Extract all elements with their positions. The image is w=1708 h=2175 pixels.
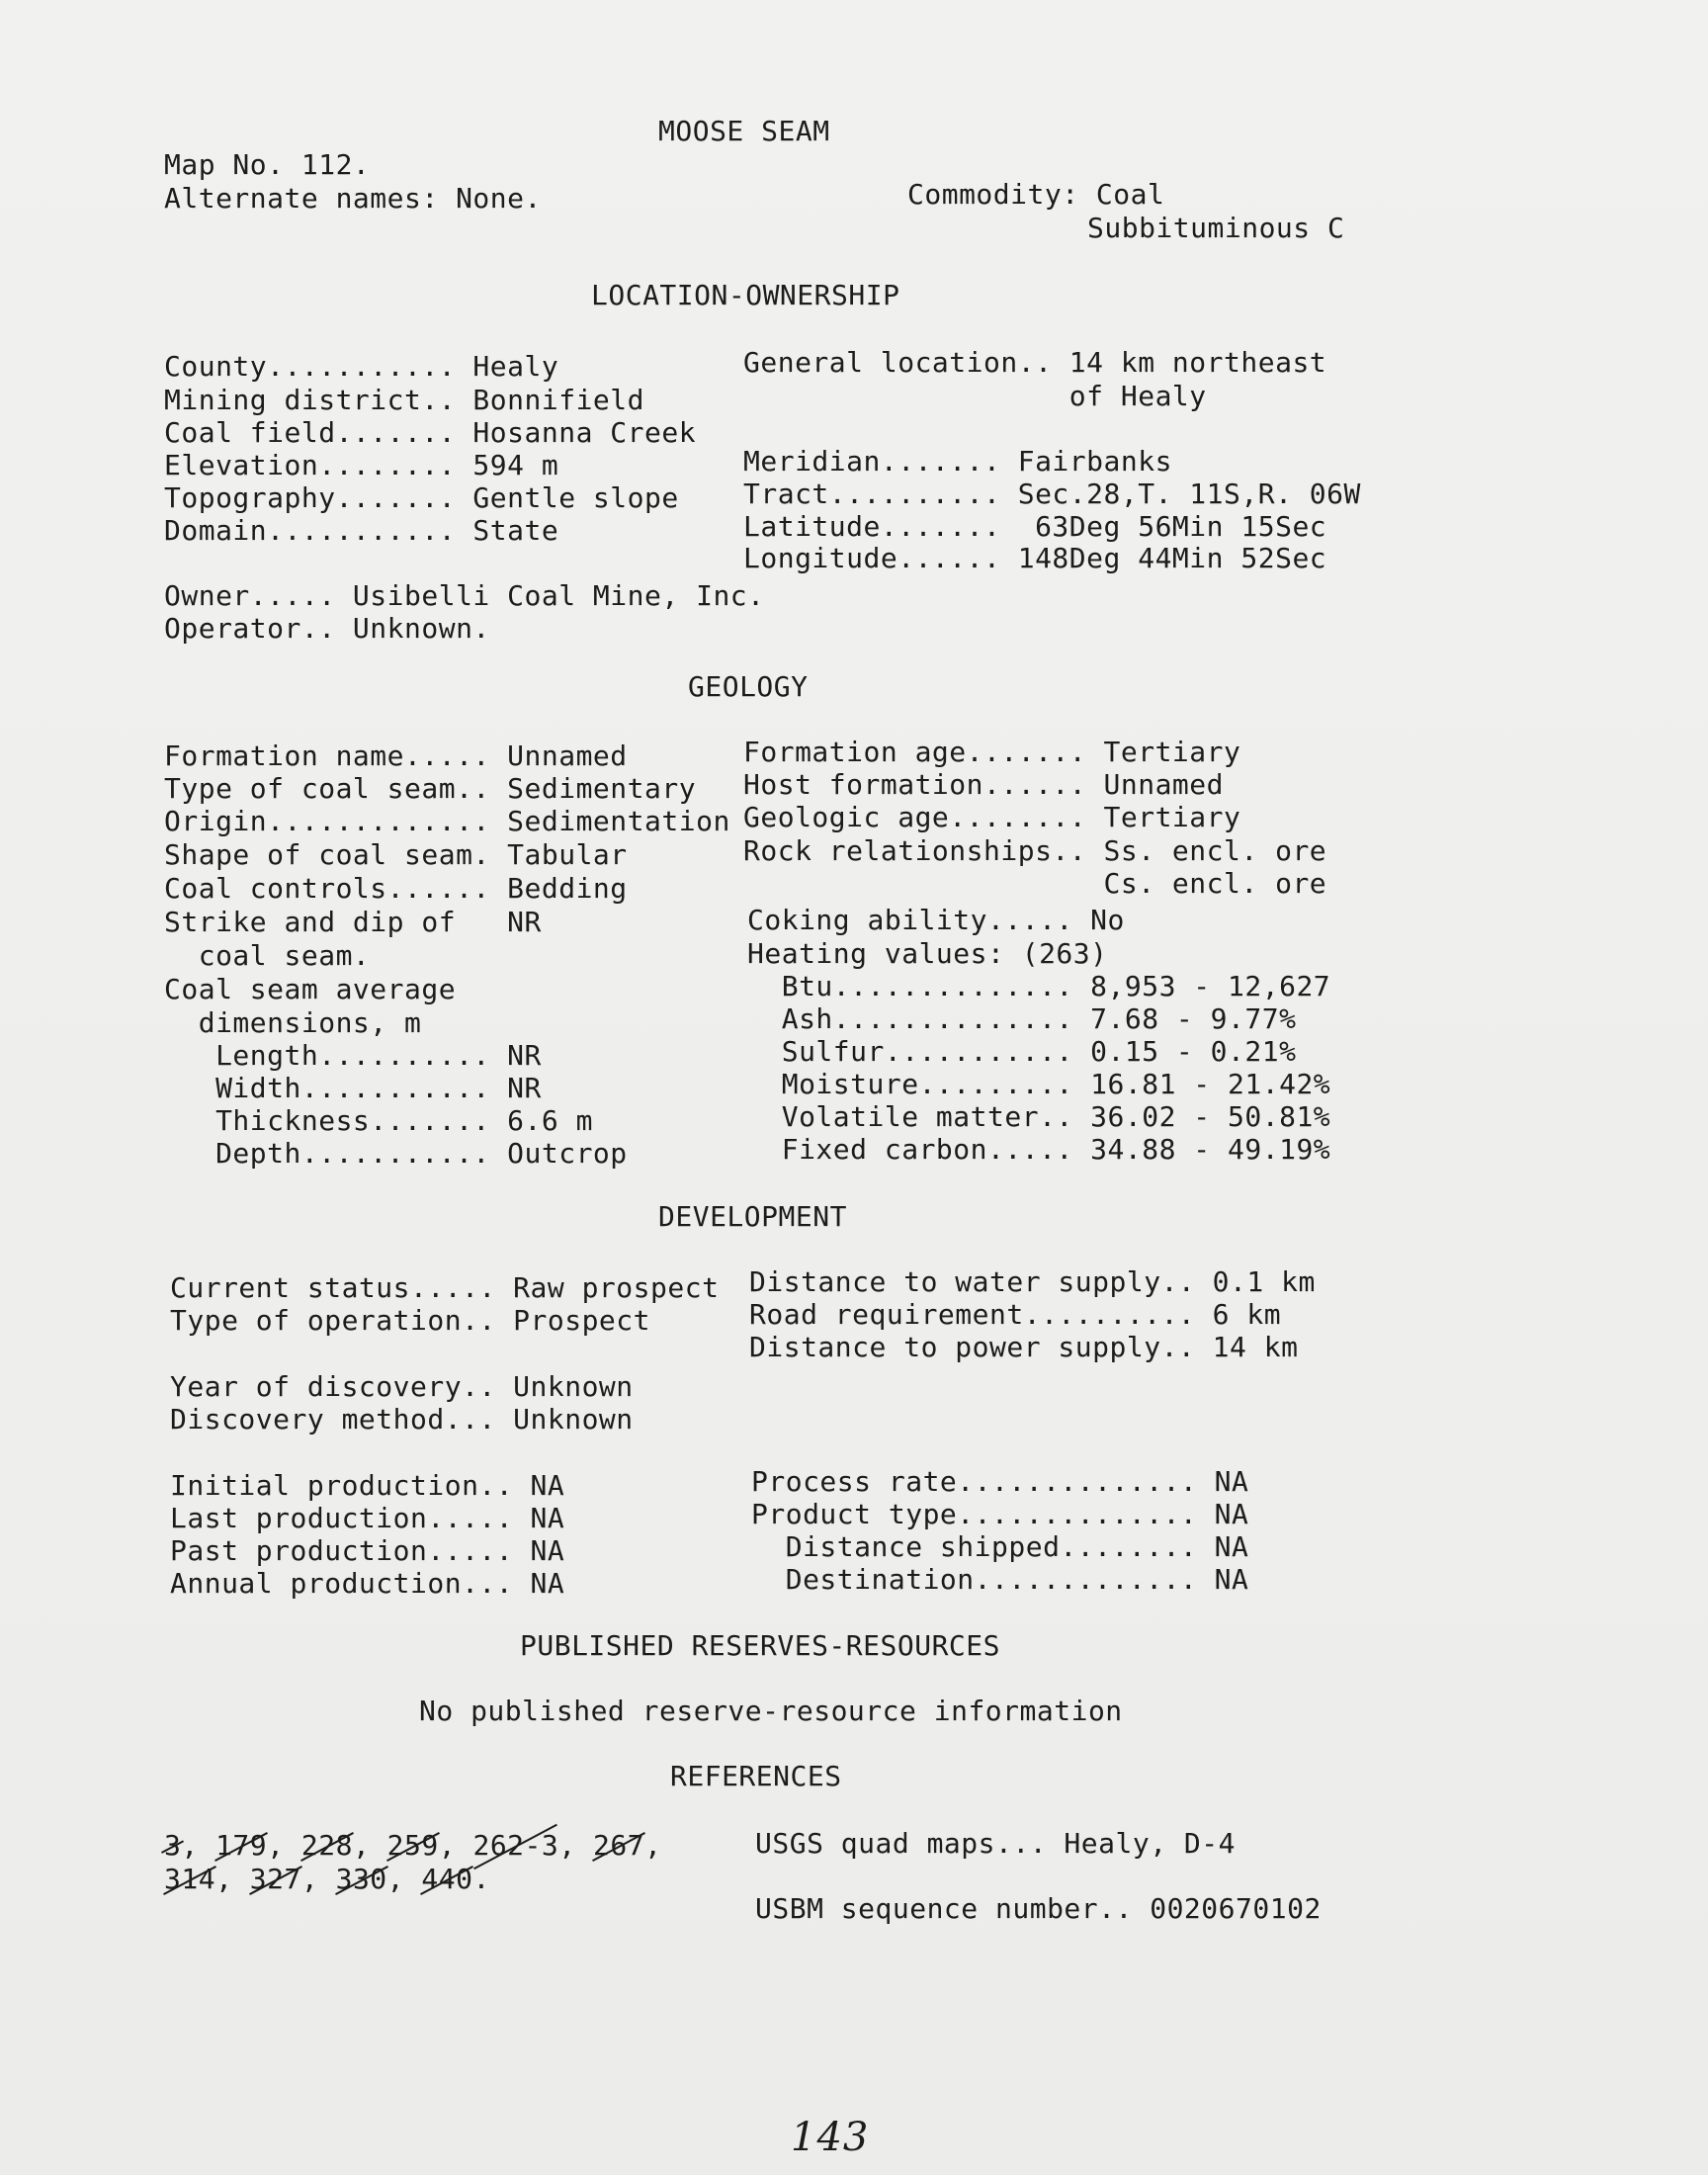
reference-list-line-1: 3, 179, 228, 259, 262-3, 267, bbox=[164, 1829, 662, 1862]
reference-list-line-2: 314, 327, 330, 440. bbox=[164, 1863, 490, 1895]
field-origin: Origin............. Sedimentation bbox=[164, 805, 730, 837]
field-rock-relationships-cont: Cs. encl. ore bbox=[743, 867, 1327, 900]
field-distance-to-power: Distance to power supply.. 14 km bbox=[749, 1331, 1299, 1363]
field-initial-production: Initial production.. NA bbox=[170, 1469, 565, 1502]
field-current-status: Current status..... Raw prospect bbox=[170, 1271, 720, 1304]
section-references: REFERENCES bbox=[670, 1760, 842, 1792]
usbm-sequence-number: USBM sequence number.. 0020670102 bbox=[755, 1892, 1322, 1925]
field-shape-of-coal-seam: Shape of coal seam. Tabular bbox=[164, 838, 628, 871]
field-coal-field: Coal field....... Hosanna Creek bbox=[164, 416, 697, 449]
field-rock-relationships: Rock relationships.. Ss. encl. ore bbox=[743, 834, 1327, 867]
field-general-location: General location.. 14 km northeast bbox=[743, 346, 1327, 379]
reference-number: 262-3 bbox=[472, 1829, 559, 1862]
field-coal-controls: Coal controls...... Bedding bbox=[164, 872, 628, 905]
section-development: DEVELOPMENT bbox=[658, 1200, 847, 1233]
field-operator: Operator.. Unknown. bbox=[164, 612, 490, 645]
field-formation-age: Formation age....... Tertiary bbox=[743, 736, 1241, 768]
field-annual-production: Annual production... NA bbox=[170, 1567, 565, 1600]
field-coal-seam-average: Coal seam average bbox=[164, 973, 457, 1005]
page-title: MOOSE SEAM bbox=[658, 115, 830, 147]
field-coking-ability: Coking ability..... No bbox=[747, 904, 1125, 936]
field-distance-shipped: Distance shipped........ NA bbox=[751, 1530, 1249, 1563]
field-geologic-age: Geologic age........ Tertiary bbox=[743, 801, 1241, 833]
field-domain: Domain........... State bbox=[164, 514, 559, 547]
reference-number: 267 bbox=[592, 1829, 645, 1862]
field-thickness: Thickness....... 6.6 m bbox=[164, 1104, 593, 1137]
field-sulfur: Sulfur........... 0.15 - 0.21% bbox=[747, 1035, 1297, 1068]
usgs-quad-maps: USGS quad maps... Healy, D-4 bbox=[755, 1827, 1237, 1860]
field-formation-name: Formation name..... Unnamed bbox=[164, 740, 628, 772]
field-fixed-carbon: Fixed carbon..... 34.88 - 49.19% bbox=[747, 1133, 1331, 1166]
field-process-rate: Process rate.............. NA bbox=[751, 1465, 1249, 1498]
reference-number: 330 bbox=[335, 1863, 387, 1895]
field-distance-to-water: Distance to water supply.. 0.1 km bbox=[749, 1265, 1316, 1298]
field-host-formation: Host formation...... Unnamed bbox=[743, 768, 1225, 801]
field-road-requirement: Road requirement.......... 6 km bbox=[749, 1298, 1282, 1331]
reference-number: 3 bbox=[164, 1829, 182, 1862]
field-longitude: Longitude...... 148Deg 44Min 52Sec bbox=[743, 542, 1327, 574]
section-published-reserves: PUBLISHED RESERVES-RESOURCES bbox=[520, 1629, 1001, 1662]
field-depth: Depth........... Outcrop bbox=[164, 1137, 628, 1170]
field-type-of-operation: Type of operation.. Prospect bbox=[170, 1304, 651, 1337]
field-heating-values: Heating values: (263) bbox=[747, 937, 1108, 970]
alternate-names: Alternate names: None. bbox=[164, 182, 542, 215]
field-discovery-method: Discovery method... Unknown bbox=[170, 1403, 634, 1436]
reference-number: 314 bbox=[164, 1863, 216, 1895]
map-number: Map No. 112. bbox=[164, 148, 371, 181]
field-length: Length.......... NR bbox=[164, 1039, 542, 1072]
reference-number: 440 bbox=[421, 1863, 473, 1895]
field-past-production: Past production..... NA bbox=[170, 1534, 565, 1567]
field-strike-and-dip: Strike and dip of NR bbox=[164, 906, 542, 938]
field-moisture: Moisture......... 16.81 - 21.42% bbox=[747, 1068, 1331, 1100]
field-volatile-matter: Volatile matter.. 36.02 - 50.81% bbox=[747, 1100, 1331, 1133]
field-general-location-cont: of Healy bbox=[743, 380, 1207, 412]
field-dimensions: dimensions, m bbox=[164, 1006, 422, 1039]
field-tract: Tract.......... Sec.28,T. 11S,R. 06W bbox=[743, 478, 1361, 510]
field-year-of-discovery: Year of discovery.. Unknown bbox=[170, 1370, 634, 1403]
reserves-note: No published reserve-resource information bbox=[419, 1695, 1123, 1727]
field-meridian: Meridian....... Fairbanks bbox=[743, 445, 1172, 478]
reference-number: 259 bbox=[386, 1829, 439, 1862]
commodity: Commodity: Coal bbox=[907, 178, 1165, 211]
field-mining-district: Mining district.. Bonnifield bbox=[164, 384, 645, 416]
field-destination: Destination............. NA bbox=[751, 1563, 1249, 1596]
section-location-ownership: LOCATION-OWNERSHIP bbox=[591, 279, 900, 311]
field-elevation: Elevation........ 594 m bbox=[164, 449, 559, 481]
field-ash: Ash.............. 7.68 - 9.77% bbox=[747, 1002, 1297, 1035]
section-geology: GEOLOGY bbox=[688, 670, 809, 703]
field-btu: Btu.............. 8,953 - 12,627 bbox=[747, 970, 1331, 1002]
field-type-of-coal-seam: Type of coal seam.. Sedimentary bbox=[164, 772, 697, 805]
field-width: Width........... NR bbox=[164, 1072, 542, 1104]
reference-number: 228 bbox=[300, 1829, 353, 1862]
field-owner: Owner..... Usibelli Coal Mine, Inc. bbox=[164, 579, 765, 612]
field-product-type: Product type.............. NA bbox=[751, 1498, 1249, 1530]
field-strike-and-dip-cont: coal seam. bbox=[164, 939, 371, 972]
commodity-type: Subbituminous C bbox=[1087, 212, 1345, 244]
field-last-production: Last production..... NA bbox=[170, 1502, 565, 1534]
reference-number: 327 bbox=[249, 1863, 301, 1895]
field-latitude: Latitude....... 63Deg 56Min 15Sec bbox=[743, 510, 1327, 543]
field-topography: Topography....... Gentle slope bbox=[164, 481, 679, 514]
reference-number: 179 bbox=[215, 1829, 268, 1862]
field-county: County........... Healy bbox=[164, 350, 559, 383]
page-number: 143 bbox=[791, 2115, 870, 2160]
